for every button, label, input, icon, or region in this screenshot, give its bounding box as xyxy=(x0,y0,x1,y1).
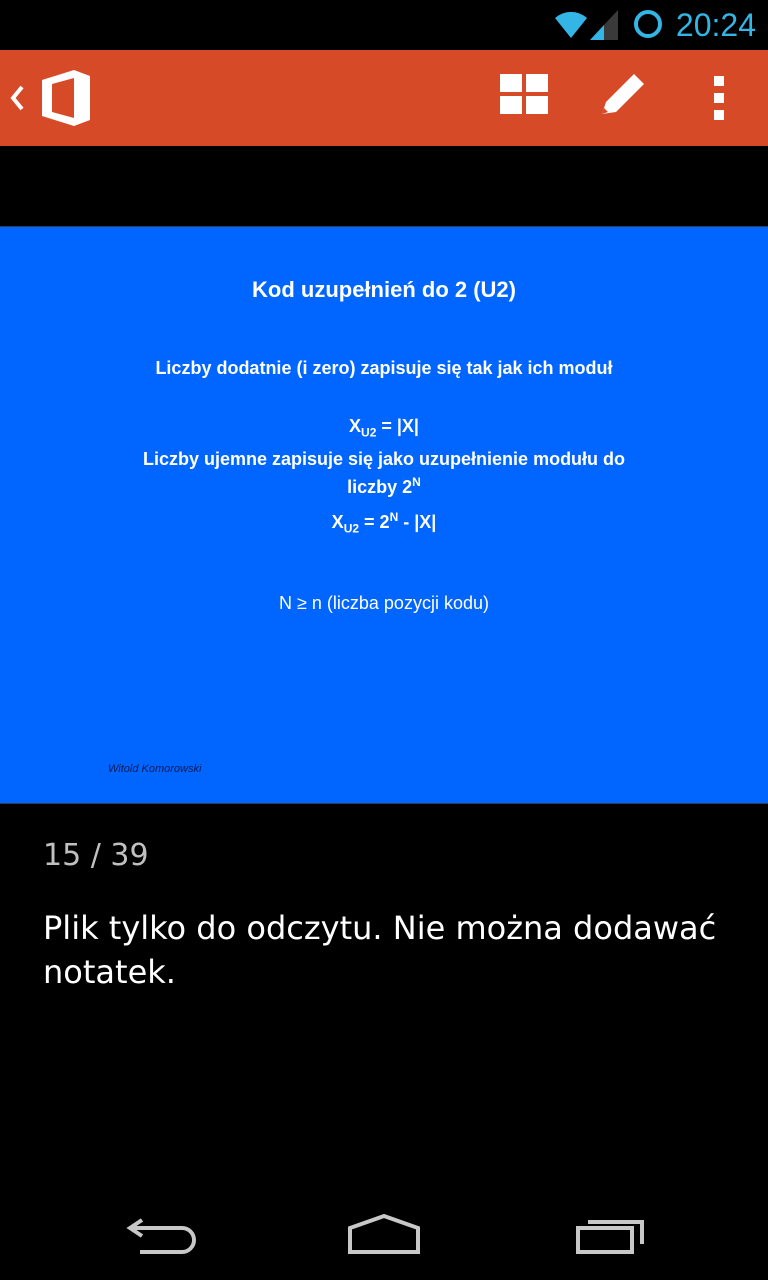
pencil-edit-icon xyxy=(596,70,648,122)
grid-view-button[interactable] xyxy=(498,72,558,124)
slide-preview[interactable] xyxy=(0,226,768,804)
slide-formula-positive: $X_{U2} = |X|$ xyxy=(349,416,419,440)
slide-author: Witold Komorowski xyxy=(108,763,202,775)
slide-counter: 15 / 39 xyxy=(43,838,149,873)
back-chevron-icon[interactable] xyxy=(8,83,26,118)
action-bar xyxy=(0,50,768,146)
slide-title: Kod uzupełnień do 2 (U2) xyxy=(252,277,516,302)
signal-icon xyxy=(590,8,620,45)
back-arrow-icon[interactable] xyxy=(124,1214,196,1263)
overflow-menu-icon xyxy=(700,70,740,126)
edit-button[interactable] xyxy=(596,70,652,126)
slide-text-negative: Liczby ujemne zapisuje się jako uzupełnienie modułu do liczby $2^N$ xyxy=(142,449,626,497)
recent-apps-icon[interactable] xyxy=(574,1216,648,1261)
navigation-bar xyxy=(0,1186,768,1280)
slide-formula-negative: $X_{U2} = 2^N - |X|$ xyxy=(331,510,437,536)
status-time: 20:24 xyxy=(675,7,756,43)
office-logo-icon[interactable] xyxy=(40,68,92,133)
slide-note: N ≥ n (liczba pozycji kodu) xyxy=(279,593,489,613)
notes-readonly-message: Plik tylko do odczytu. Nie można dodawać notatek. xyxy=(43,909,717,991)
grid-view-icon xyxy=(498,72,550,116)
wifi-icon xyxy=(553,8,589,45)
overflow-menu-button[interactable] xyxy=(700,70,740,126)
slide-text-positive: Liczby dodatnie (i zero) zapisuje się tak jak ich moduł xyxy=(155,358,613,378)
status-bar xyxy=(0,0,768,50)
sync-icon xyxy=(632,8,664,45)
home-icon[interactable] xyxy=(346,1212,422,1261)
